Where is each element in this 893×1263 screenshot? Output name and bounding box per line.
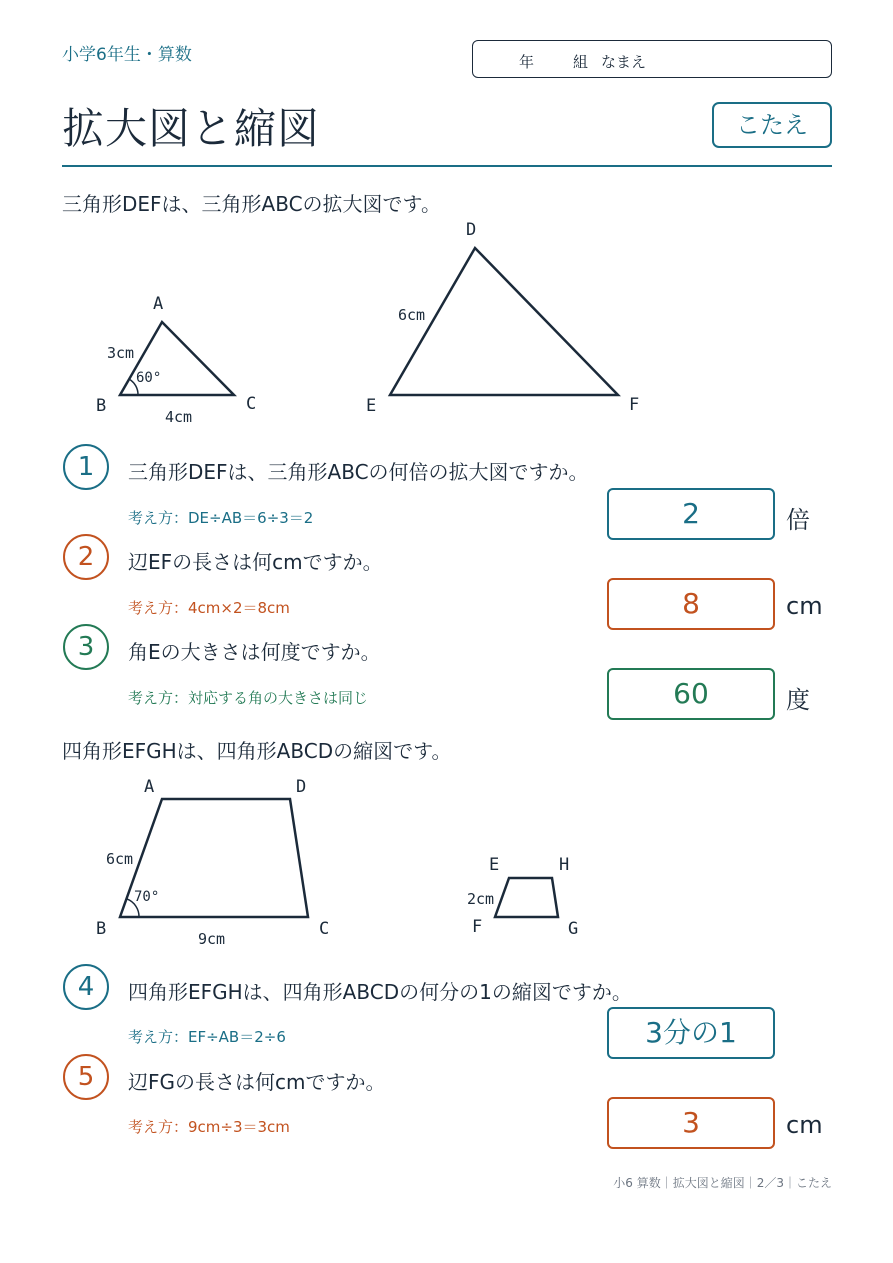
label-efgh-h: H bbox=[559, 855, 570, 875]
question-number-4: 4 bbox=[63, 964, 109, 1010]
label-abcd-bc: 9cm bbox=[198, 930, 226, 948]
label-abc-a: A bbox=[153, 294, 164, 314]
answer-box-5[interactable]: 3 bbox=[607, 1097, 775, 1149]
answer-tag: こたえ bbox=[712, 102, 832, 148]
page-title: 拡大図と縮図 bbox=[62, 104, 321, 153]
question-text-4: 四角形EFGHは、四角形ABCDの何分の1の縮図ですか。 bbox=[128, 980, 632, 1004]
answer-box-2[interactable]: 8 bbox=[607, 578, 775, 630]
question-number-2: 2 bbox=[63, 534, 109, 580]
unit-1: 倍 bbox=[786, 506, 810, 534]
label-abcd-a: A bbox=[144, 777, 155, 797]
hint-3: 考え方：対応する角の大きさは同じ bbox=[128, 689, 369, 707]
hint-5: 考え方：9cm÷3＝3cm bbox=[128, 1118, 290, 1136]
label-efgh-ef: 2cm bbox=[467, 890, 495, 908]
name-label: なまえ bbox=[601, 53, 647, 71]
hint-2: 考え方：4cm×2＝8cm bbox=[128, 599, 290, 617]
label-efgh-e: E bbox=[489, 855, 500, 875]
unit-2: cm bbox=[786, 592, 823, 620]
question-text-1: 三角形DEFは、三角形ABCの何倍の拡大図ですか。 bbox=[128, 460, 589, 484]
label-efgh-f: F bbox=[472, 917, 483, 937]
label-abc-c: C bbox=[246, 394, 257, 414]
name-year-label: 年 bbox=[519, 53, 535, 71]
answer-box-3[interactable]: 60 bbox=[607, 668, 775, 720]
label-def-de: 6cm bbox=[398, 306, 426, 324]
label-abc-angle: 60° bbox=[136, 370, 162, 386]
quad-efgh bbox=[495, 878, 558, 917]
label-def-f: F bbox=[629, 395, 640, 415]
section1-intro: 三角形DEFは、三角形ABCの拡大図です。 bbox=[62, 192, 441, 216]
label-abcd-ab: 6cm bbox=[106, 850, 134, 868]
answer-box-4[interactable]: 3分の1 bbox=[607, 1007, 775, 1059]
label-def-d: D bbox=[466, 220, 477, 240]
page-footer: 小6 算数｜拡大図と縮図｜2／3｜こたえ bbox=[613, 1176, 832, 1190]
answer-box-1[interactable]: 2 bbox=[607, 488, 775, 540]
label-abc-b: B bbox=[96, 396, 107, 416]
hint-1: 考え方：DE÷AB＝6÷3＝2 bbox=[128, 509, 314, 527]
label-abcd-c: C bbox=[319, 919, 330, 939]
section2-intro: 四角形EFGHは、四角形ABCDの縮図です。 bbox=[62, 739, 452, 763]
unit-5: cm bbox=[786, 1111, 823, 1139]
label-abc-ab: 3cm bbox=[107, 344, 135, 362]
grade-label: 小学6年生・算数 bbox=[62, 45, 192, 65]
label-def-e: E bbox=[366, 396, 377, 416]
name-class-label: 組 bbox=[573, 53, 589, 71]
label-abcd-angle: 70° bbox=[134, 889, 160, 905]
question-number-5: 5 bbox=[63, 1054, 109, 1100]
question-number-1: 1 bbox=[63, 444, 109, 490]
question-number-3: 3 bbox=[63, 624, 109, 670]
question-text-5: 辺FGの長さは何cmですか。 bbox=[128, 1070, 386, 1094]
question-text-2: 辺EFの長さは何cmですか。 bbox=[128, 550, 383, 574]
question-text-3: 角Eの大きさは何度ですか。 bbox=[128, 640, 381, 664]
label-abc-bc: 4cm bbox=[165, 408, 193, 426]
unit-3: 度 bbox=[786, 686, 810, 714]
label-efgh-g: G bbox=[568, 919, 579, 939]
label-abcd-d: D bbox=[296, 777, 307, 797]
label-abcd-b: B bbox=[96, 919, 107, 939]
hint-4: 考え方：EF÷AB＝2÷6 bbox=[128, 1028, 286, 1046]
